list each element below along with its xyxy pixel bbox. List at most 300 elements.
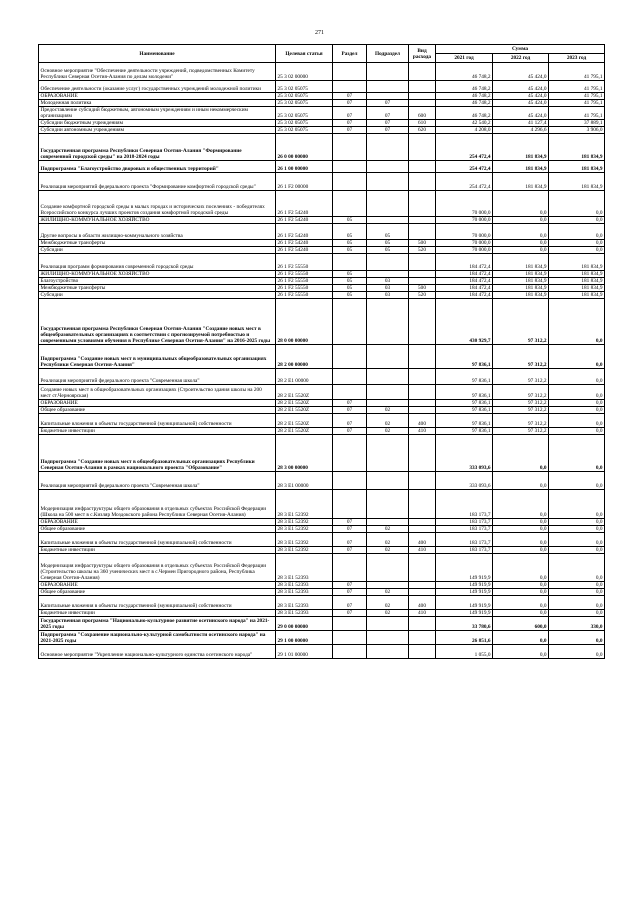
row-2022: 181 834,9	[493, 278, 549, 285]
row-section	[333, 631, 367, 645]
row-2023: 181 834,9	[549, 161, 605, 173]
row-subsection	[367, 161, 409, 173]
row-2021: 97 836,1	[436, 414, 493, 428]
row-name: Субсидии	[39, 247, 276, 254]
row-section: 05	[333, 278, 367, 285]
row-2021: 97 836,1	[436, 369, 493, 385]
row-2022: 0,0	[493, 589, 549, 596]
row-subsection: 03	[367, 292, 409, 299]
row-expense-type: 400	[409, 533, 436, 547]
row-target: 28 2 E1 5520Z	[276, 385, 333, 400]
table-row	[39, 173, 605, 191]
row-section	[333, 645, 367, 659]
row-2022: 0,0	[493, 596, 549, 610]
row-expense-type: 400	[409, 414, 436, 428]
row-target: 26 1 F2 54240	[276, 191, 333, 217]
table-row	[39, 107, 605, 120]
row-subsection: 05	[367, 240, 409, 247]
row-2022: 0,0	[493, 217, 549, 224]
row-2023: 0,0	[549, 217, 605, 224]
row-2021: 70 000,0	[436, 217, 493, 224]
row-section	[333, 134, 367, 161]
row-expense-type	[409, 271, 436, 278]
row-2021: 149 919,9	[436, 610, 493, 617]
col-header-2021: 2021 год	[436, 54, 493, 63]
row-subsection: 05	[367, 247, 409, 254]
row-subsection	[367, 519, 409, 526]
table-row	[39, 278, 605, 285]
row-2023: 181 834,9	[549, 134, 605, 161]
row-subsection	[367, 345, 409, 369]
row-name: Подпрограмма "Сохранение национально-культурной самобытности осетинского народа" на 2021-2025 годы	[39, 631, 276, 645]
row-2021: 33 780,6	[436, 617, 493, 631]
row-section: 07	[333, 100, 367, 107]
row-expense-type	[409, 435, 436, 472]
row-2023: 181 834,9	[549, 278, 605, 285]
row-2022: 0,0	[493, 490, 549, 519]
row-section: 05	[333, 240, 367, 247]
table-row	[39, 100, 605, 107]
row-name: Подпрограмма "Создание новых мест в муниципальных общеобразовательных организациях Республики Северная Осетия-Алания"	[39, 345, 276, 369]
row-name: Реализация мероприятий федерального проекта "Современная школа"	[39, 369, 276, 385]
row-name: Модернизация инфраструктуры общего образования в отдельных субъектах Российской Федерации (Строительство школы на 360 ученических мест в с.Чермен Пригородного района, Республика Северная Осетия-Алания)	[39, 554, 276, 582]
table-row	[39, 596, 605, 610]
row-name: ЖИЛИЩНО-КОММУНАЛЬНОЕ ХОЗЯЙСТВО	[39, 217, 276, 224]
row-section	[333, 472, 367, 490]
row-subsection	[367, 400, 409, 407]
row-target: 28 3 E1 52393	[276, 554, 333, 582]
row-section	[333, 435, 367, 472]
row-target: 28 2 E1 5520Z	[276, 428, 333, 435]
row-expense-type	[409, 385, 436, 400]
row-2022: 4 296,6	[493, 127, 549, 134]
table-row	[39, 631, 605, 645]
table-row	[39, 533, 605, 547]
row-2022: 41 127,4	[493, 120, 549, 127]
row-2022: 0,0	[493, 519, 549, 526]
row-target: 28 2 E1 5520Z	[276, 407, 333, 414]
col-header-subsection: Подраздел	[367, 45, 409, 63]
row-2022: 45 424,0	[493, 100, 549, 107]
col-header-section: Раздел	[333, 45, 367, 63]
row-2022: 0,0	[493, 645, 549, 659]
row-name: Создание новых мест в общеобразовательных организациях (Строительство здания школы на 200 мест ст.Черноярская)	[39, 385, 276, 400]
row-2022: 600,0	[493, 617, 549, 631]
row-target: 28 3 E1 52392	[276, 547, 333, 554]
table-row	[39, 519, 605, 526]
row-2022: 45 424,0	[493, 93, 549, 100]
row-2021: 97 836,1	[436, 345, 493, 369]
row-section: 07	[333, 107, 367, 120]
row-target: 25 3 02 05075	[276, 81, 333, 93]
row-name: Создание комфортной городской среды в малых городах и исторических поселениях - победителях Всероссийского конкурса лучших проектов создания комфортной городской среды	[39, 191, 276, 217]
table-row	[39, 217, 605, 224]
row-2022: 181 834,9	[493, 254, 549, 271]
row-target: 26 1 00 00000	[276, 161, 333, 173]
row-target: 26 1 F2 55550	[276, 292, 333, 299]
row-subsection	[367, 631, 409, 645]
row-target: 28 3 E1 52392	[276, 519, 333, 526]
row-2021: 70 000,0	[436, 224, 493, 240]
table-row	[39, 407, 605, 414]
row-name: ОБРАЗОВАНИЕ	[39, 93, 276, 100]
row-2023: 0,0	[549, 526, 605, 533]
row-expense-type	[409, 407, 436, 414]
row-subsection	[367, 93, 409, 100]
table-row	[39, 81, 605, 93]
row-expense-type: 400	[409, 596, 436, 610]
row-name: Общее образование	[39, 589, 276, 596]
row-target: 26 1 F2 55550	[276, 278, 333, 285]
row-target: 26 1 F2 00000	[276, 173, 333, 191]
row-subsection: 07	[367, 107, 409, 120]
row-target: 25 3 02 05075	[276, 93, 333, 100]
row-name: Государственная программа "Национально-культурное развитие осетинского народа" на 2021-2025 годы	[39, 617, 276, 631]
row-name: Бюджетные инвестиции	[39, 428, 276, 435]
row-name: Государственная программа Республики Северная Осетия-Алания "Создание новых мест в общеобразовательных организациях в соответствии с прогнозируемой потребностью и современными условиями обучения в Республике Северная Осетия-Алания" на 2016-2025 годы	[39, 299, 276, 345]
row-target: 29 1 01 00000	[276, 645, 333, 659]
row-expense-type	[409, 217, 436, 224]
row-section: 07	[333, 120, 367, 127]
table-row	[39, 63, 605, 81]
row-subsection: 07	[367, 100, 409, 107]
row-name: Обеспечение деятельности (оказание услуг) государственных учреждений молодежной политики	[39, 81, 276, 93]
row-2022: 0,0	[493, 191, 549, 217]
row-subsection	[367, 81, 409, 93]
row-2023: 0,0	[549, 385, 605, 400]
row-section: 07	[333, 519, 367, 526]
row-expense-type	[409, 81, 436, 93]
row-target: 26 1 F2 55550	[276, 271, 333, 278]
row-2022: 0,0	[493, 224, 549, 240]
row-target: 28 2 E1 5520Z	[276, 400, 333, 407]
row-2021: 46 748,2	[436, 107, 493, 120]
row-subsection	[367, 63, 409, 81]
table-row	[39, 526, 605, 533]
row-target: 26 0 00 00000	[276, 134, 333, 161]
budget-table	[38, 44, 605, 659]
row-section: 05	[333, 271, 367, 278]
row-expense-type	[409, 299, 436, 345]
row-expense-type: 410	[409, 610, 436, 617]
row-target: 25 3 02 05075	[276, 127, 333, 134]
table-row	[39, 435, 605, 472]
row-section: 07	[333, 582, 367, 589]
table-row	[39, 345, 605, 369]
row-name: Государственная программа Республики Северная Осетия-Алания "Формирование современной городской среды" на 2018-2024 годы	[39, 134, 276, 161]
row-expense-type: 410	[409, 428, 436, 435]
row-target: 26 1 F2 54240	[276, 217, 333, 224]
row-subsection	[367, 554, 409, 582]
row-subsection	[367, 299, 409, 345]
row-2021: 254 472,4	[436, 134, 493, 161]
row-subsection	[367, 385, 409, 400]
row-section	[333, 254, 367, 271]
row-section: 07	[333, 610, 367, 617]
row-name: Благоустройство	[39, 278, 276, 285]
row-expense-type	[409, 490, 436, 519]
row-expense-type	[409, 526, 436, 533]
col-header-sum: Сумма	[436, 45, 605, 54]
row-2022: 0,0	[493, 554, 549, 582]
row-subsection: 02	[367, 428, 409, 435]
row-expense-type	[409, 224, 436, 240]
row-2023: 0,0	[549, 596, 605, 610]
row-subsection: 02	[367, 414, 409, 428]
row-2023: 0,0	[549, 533, 605, 547]
row-subsection: 02	[367, 407, 409, 414]
row-expense-type: 600	[409, 107, 436, 120]
row-subsection	[367, 369, 409, 385]
row-2021: 46 748,2	[436, 100, 493, 107]
row-section	[333, 490, 367, 519]
table-row	[39, 224, 605, 240]
row-target: 26 1 F2 55550	[276, 285, 333, 292]
row-name: Бюджетные инвестиции	[39, 547, 276, 554]
row-section	[333, 369, 367, 385]
row-subsection: 03	[367, 285, 409, 292]
row-2023: 0,0	[549, 345, 605, 369]
row-section	[333, 161, 367, 173]
table-row	[39, 120, 605, 127]
row-2021: 42 540,2	[436, 120, 493, 127]
row-subsection	[367, 435, 409, 472]
row-name: Другие вопросы в области жилищно-коммунального хозяйства	[39, 224, 276, 240]
row-expense-type	[409, 134, 436, 161]
row-target: 28 3 E1 52393	[276, 589, 333, 596]
row-subsection	[367, 617, 409, 631]
row-section: 07	[333, 428, 367, 435]
row-2023: 0,0	[549, 490, 605, 519]
row-2021: 333 093,6	[436, 472, 493, 490]
row-2023: 3 906,0	[549, 127, 605, 134]
row-2023: 0,0	[549, 224, 605, 240]
row-2022: 97 312,2	[493, 299, 549, 345]
row-expense-type	[409, 254, 436, 271]
row-section: 07	[333, 596, 367, 610]
table-row	[39, 472, 605, 490]
row-target: 28 2 E1 00000	[276, 369, 333, 385]
row-subsection	[367, 191, 409, 217]
row-name: Реализация мероприятий федерального проекта "Формирование комфортной городской среды"	[39, 173, 276, 191]
row-2023: 330,0	[549, 617, 605, 631]
row-2022: 0,0	[493, 533, 549, 547]
row-2023: 41 795,1	[549, 100, 605, 107]
row-2022: 181 834,9	[493, 134, 549, 161]
row-expense-type	[409, 617, 436, 631]
row-2021: 184 472,4	[436, 292, 493, 299]
row-target: 29 1 00 00000	[276, 631, 333, 645]
row-2023: 0,0	[549, 582, 605, 589]
row-section: 05	[333, 224, 367, 240]
row-2021: 333 093,6	[436, 435, 493, 472]
row-section	[333, 63, 367, 81]
col-header-2023: 2023 год	[549, 54, 605, 63]
page-number: 271	[315, 30, 324, 36]
row-subsection	[367, 472, 409, 490]
table-row	[39, 400, 605, 407]
row-target: 28 3 E1 52393	[276, 582, 333, 589]
row-subsection: 02	[367, 526, 409, 533]
row-subsection	[367, 173, 409, 191]
row-2021: 4 208,0	[436, 127, 493, 134]
row-2021: 97 836,1	[436, 407, 493, 414]
row-section: 07	[333, 407, 367, 414]
row-2021: 430 929,7	[436, 299, 493, 345]
row-name: Подпрограмма "Создание новых мест в общеобразовательных организациях Республики Северная Осетия-Алания в рамках национального проекта "Образование"	[39, 435, 276, 472]
row-name: ОБРАЗОВАНИЕ	[39, 400, 276, 407]
row-name: Субсидии бюджетным учреждениям	[39, 120, 276, 127]
row-expense-type	[409, 519, 436, 526]
row-subsection	[367, 490, 409, 519]
row-2023: 181 834,9	[549, 254, 605, 271]
row-subsection	[367, 134, 409, 161]
row-target: 26 1 F2 54240	[276, 247, 333, 254]
row-expense-type	[409, 278, 436, 285]
table-row	[39, 240, 605, 247]
row-2023: 41 795,1	[549, 93, 605, 100]
row-section: 07	[333, 589, 367, 596]
row-name: Капитальные вложения в объекты государственной (муниципальной) собственности	[39, 596, 276, 610]
row-name: Межбюджетные трансферты	[39, 240, 276, 247]
row-subsection	[367, 254, 409, 271]
row-expense-type: 500	[409, 285, 436, 292]
row-expense-type: 610	[409, 120, 436, 127]
row-target: 25 3 02 05075	[276, 100, 333, 107]
row-name: Бюджетные инвестиции	[39, 610, 276, 617]
row-section	[333, 299, 367, 345]
row-expense-type	[409, 472, 436, 490]
table-row	[39, 285, 605, 292]
row-section	[333, 617, 367, 631]
row-2022: 181 834,9	[493, 285, 549, 292]
row-name: Реализация мероприятий федерального проекта "Современная школа"	[39, 472, 276, 490]
row-2022: 45 424,0	[493, 63, 549, 81]
row-section: 05	[333, 247, 367, 254]
row-name: ОБРАЗОВАНИЕ	[39, 582, 276, 589]
row-2022: 45 424,0	[493, 81, 549, 93]
row-section: 05	[333, 292, 367, 299]
row-target: 28 2 E1 5520Z	[276, 414, 333, 428]
row-2021: 184 472,4	[436, 254, 493, 271]
row-2022: 0,0	[493, 472, 549, 490]
row-2022: 97 312,2	[493, 400, 549, 407]
row-name: Подпрограмма "Благоустройство дворовых и общественных территорий"	[39, 161, 276, 173]
row-2023: 0,0	[549, 547, 605, 554]
row-section: 07	[333, 533, 367, 547]
row-2023: 0,0	[549, 240, 605, 247]
row-target: 28 3 E1 00000	[276, 472, 333, 490]
row-2021: 184 472,4	[436, 271, 493, 278]
row-section: 07	[333, 127, 367, 134]
row-expense-type	[409, 100, 436, 107]
row-expense-type	[409, 93, 436, 100]
row-subsection: 03	[367, 278, 409, 285]
row-2021: 149 919,9	[436, 554, 493, 582]
row-target: 28 3 00 00000	[276, 435, 333, 472]
row-name: Реализация программ формирования современной городской среды	[39, 254, 276, 271]
row-expense-type	[409, 63, 436, 81]
row-expense-type: 410	[409, 547, 436, 554]
row-subsection: 05	[367, 224, 409, 240]
row-name: Общее образование	[39, 526, 276, 533]
row-2021: 46 748,2	[436, 93, 493, 100]
row-2023: 37 889,1	[549, 120, 605, 127]
row-2023: 0,0	[549, 589, 605, 596]
row-expense-type	[409, 191, 436, 217]
row-name: Основное мероприятие "Обеспечение деятельности учреждений, подведомственных Комитету Республики Северная Осетия-Алания по делам молодежи"	[39, 63, 276, 81]
row-2023: 0,0	[549, 400, 605, 407]
row-subsection: 07	[367, 127, 409, 134]
row-section: 05	[333, 217, 367, 224]
row-2023: 0,0	[549, 428, 605, 435]
row-section: 07	[333, 93, 367, 100]
row-section	[333, 81, 367, 93]
row-name: Модернизация инфраструктуры общего образования в отдельных субъектах Российской Федерации (Школа на 500 мест в с.Кизляр Моздокского района Республики Северная Осетия-Алания)	[39, 490, 276, 519]
row-2023: 0,0	[549, 554, 605, 582]
table-row	[39, 428, 605, 435]
row-2021: 254 472,4	[436, 173, 493, 191]
table-row	[39, 191, 605, 217]
row-subsection: 07	[367, 120, 409, 127]
row-2023: 41 795,1	[549, 107, 605, 120]
row-name: Субсидии	[39, 292, 276, 299]
row-2021: 70 000,0	[436, 247, 493, 254]
row-expense-type: 520	[409, 247, 436, 254]
row-expense-type: 520	[409, 292, 436, 299]
table-row	[39, 589, 605, 596]
row-target: 26 1 F2 54240	[276, 224, 333, 240]
row-target: 28 3 E1 52393	[276, 596, 333, 610]
row-section	[333, 345, 367, 369]
row-2022: 0,0	[493, 240, 549, 247]
table-body	[39, 63, 605, 659]
row-target: 28 3 E1 52392	[276, 533, 333, 547]
row-subsection: 02	[367, 533, 409, 547]
row-name: Капитальные вложения в объекты государственной (муниципальной) собственности	[39, 533, 276, 547]
col-header-name: Наименование	[39, 45, 276, 63]
table-row	[39, 414, 605, 428]
row-target: 28 3 E1 52392	[276, 526, 333, 533]
row-2022: 97 312,2	[493, 407, 549, 414]
row-2023: 0,0	[549, 610, 605, 617]
row-2022: 0,0	[493, 582, 549, 589]
row-2022: 97 312,2	[493, 428, 549, 435]
row-2023: 0,0	[549, 435, 605, 472]
row-target: 25 3 02 05075	[276, 107, 333, 120]
row-target: 28 3 E1 52392	[276, 490, 333, 519]
row-2021: 70 000,0	[436, 191, 493, 217]
row-section: 07	[333, 547, 367, 554]
row-2021: 184 472,4	[436, 278, 493, 285]
row-2023: 181 834,9	[549, 285, 605, 292]
row-target: 25 3 02 00000	[276, 63, 333, 81]
col-header-expense-type: Вид расхода	[409, 45, 436, 63]
row-name: ЖИЛИЩНО-КОММУНАЛЬНОЕ ХОЗЯЙСТВО	[39, 271, 276, 278]
row-subsection: 02	[367, 547, 409, 554]
row-2023: 181 834,9	[549, 292, 605, 299]
table-row	[39, 299, 605, 345]
row-name: Основное мероприятие "Укрепление национально-культурного единства осетинского народа"	[39, 645, 276, 659]
row-2021: 149 919,9	[436, 589, 493, 596]
row-2021: 70 000,0	[436, 240, 493, 247]
row-expense-type	[409, 400, 436, 407]
row-2022: 0,0	[493, 610, 549, 617]
row-name: ОБРАЗОВАНИЕ	[39, 519, 276, 526]
row-2021: 183 173,7	[436, 526, 493, 533]
row-2023: 0,0	[549, 407, 605, 414]
row-name: Субсидии автономным учреждениям	[39, 127, 276, 134]
